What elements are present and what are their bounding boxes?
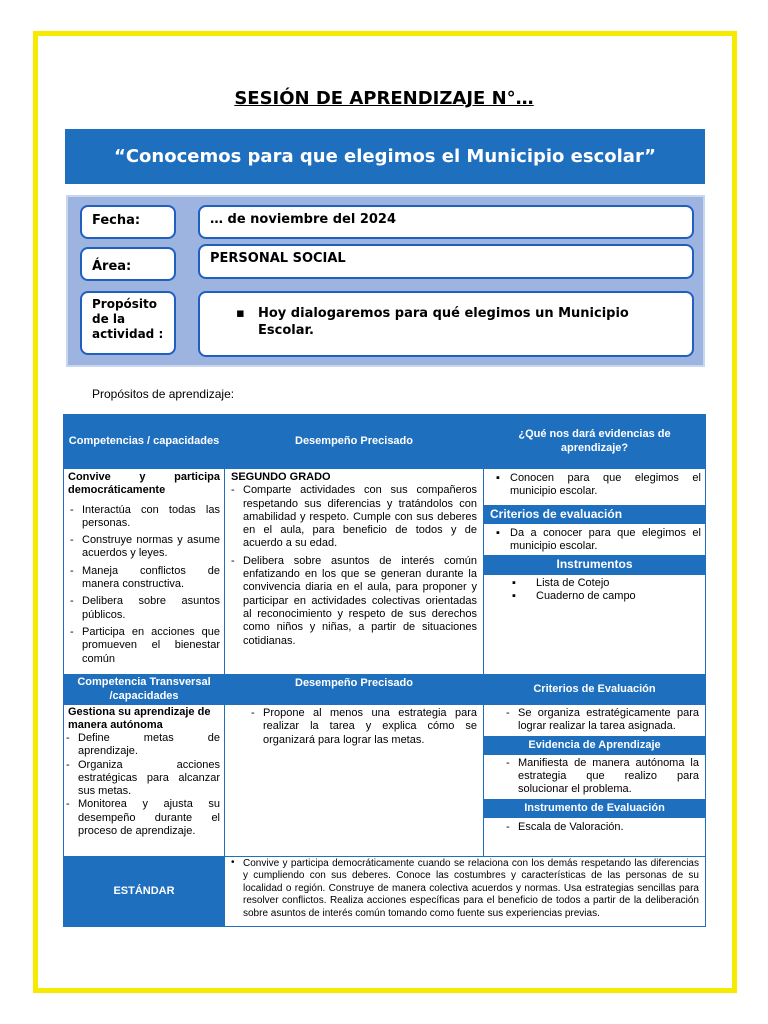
estandar-text: • Convive y participa democráticamente cuando se relaciona con los demás respetando las diferencias y cumpliendo con sus deberes. Conoce las costumbres y características de las personas de su localidad o región. Construye de manera colectiva acuerdos y normas. Usa estrategias sencillas para resolver conflictos. Realiza acciones específicas para el beneficio de todos a partir de la deliberación sobre asuntos de interés común tomando como fuente sus experiencias previas. xyxy=(225,857,705,925)
propositos-label: Propósitos de aprendizaje: xyxy=(92,387,235,401)
banner-title: “Conocemos para que elegimos el Municipio escolar” xyxy=(113,146,656,167)
instrumento-item: ▪ Cuaderno de campo xyxy=(536,590,701,603)
criterios-header: Criterios de evaluación xyxy=(484,505,705,524)
instrumentos-header: Instrumentos xyxy=(484,555,705,574)
transversal-title: Gestiona su aprendizaje de manera autónoma xyxy=(68,706,211,731)
proposito-label: Propósito de la actividad : xyxy=(80,291,176,355)
evidencia-item: ▪ Conocen para que elegimos el municipio escolar. xyxy=(510,472,701,499)
header-desempeno: Desempeño Precisado xyxy=(225,415,484,469)
instrumento-header: Instrumento de Evaluación xyxy=(484,799,705,818)
instrumento-item: ▪ Lista de Cotejo xyxy=(536,577,701,590)
criterio-item: ▪ Da a conocer para que elegimos el municipio escolar. xyxy=(510,527,701,554)
competencia-title: Convive y participa democráticamente xyxy=(68,471,220,497)
page-title: SESIÓN DE APRENDIZAJE N°… xyxy=(234,88,534,109)
capacidad-item: - Construye normas y asume acuerdos y leyes. xyxy=(82,534,220,561)
transversal-capacidad: - Monitorea y ajusta su desempeño durante el proceso de aprendizaje. xyxy=(78,798,220,838)
grade-label: SEGUNDO GRADO xyxy=(231,471,331,483)
estandar-label: ESTÁNDAR xyxy=(64,857,225,927)
desempeno-item: - Comparte actividades con sus compañeros respetando sus diferencias y tratándolos con amabilidad y respeto. Cumple con sus deberes en el aula, para beneficio de todos y de acuerdo a su edad. xyxy=(243,484,477,550)
header-transversal: Competencia Transversal /capacidades xyxy=(64,675,225,705)
transversal-capacidad: - Organiza acciones estratégicas para alcanzar sus metas. xyxy=(78,759,220,799)
desempeno-cell xyxy=(225,469,484,675)
capacidad-item: - Maneja conflictos de manera constructiva. xyxy=(82,565,220,592)
header-evidencias: ¿Qué nos dará evidencias de aprendizaje? xyxy=(484,415,706,469)
proposito-value-box xyxy=(198,291,694,357)
transversal-capacidad: - Define metas de aprendizaje. xyxy=(78,732,220,759)
info-panel xyxy=(66,195,705,367)
session-banner xyxy=(65,129,705,184)
capacidad-item: - Participa en acciones que promueven el bienestar común xyxy=(82,626,220,666)
transversal-evidencia: - Manifiesta de manera autónoma la estrategia que realizo para solucionar el problema. xyxy=(518,757,699,797)
evidencia-header: Evidencia de Aprendizaje xyxy=(484,736,705,755)
desempeno-item: - Delibera sobre asuntos de interés común enfatizando en los que se generan durante la convivencia diaria en el aula, para proponer y participar en actividades colectivas orientadas al reconocimiento y respeto de sus derechos como niños y niñas, a partir de situaciones cotidianas. xyxy=(243,555,477,648)
learning-table xyxy=(63,414,706,927)
proposito-value: Hoy dialogaremos para qué elegimos un Municipio Escolar. xyxy=(258,306,629,338)
area-label: Área: xyxy=(80,247,176,281)
transversal-desempeno-cell xyxy=(225,705,484,857)
area-value: PERSONAL SOCIAL xyxy=(198,244,694,279)
transversal-desempeno: - Propone al menos una estrategia para realizar la tarea y explica cómo se organizará para lograr las metas. xyxy=(263,707,477,747)
capacidad-item: - Delibera sobre asuntos públicos. xyxy=(82,595,220,622)
header-transversal-criterios: Criterios de Evaluación xyxy=(484,675,706,705)
bullet-icon: ▪ xyxy=(236,306,245,321)
header-competencias: Competencias / capacidades xyxy=(64,415,225,469)
fecha-label: Fecha: xyxy=(80,205,176,239)
competencia-cell xyxy=(64,469,225,675)
transversal-instrumento: - Escala de Valoración. xyxy=(518,821,699,834)
transversal-criterio: - Se organiza estratégicamente para lograr realizar la tarea asignada. xyxy=(518,707,699,734)
estandar-cell xyxy=(225,857,706,927)
header-transversal-desempeno: Desempeño Precisado xyxy=(225,675,484,705)
fecha-value: … de noviembre del 2024 xyxy=(198,205,694,239)
evidencia-cell xyxy=(484,469,706,675)
transversal-cell xyxy=(64,705,225,857)
transversal-criterios-cell xyxy=(484,705,706,857)
capacidad-item: - Interactúa con todas las personas. xyxy=(82,504,220,531)
